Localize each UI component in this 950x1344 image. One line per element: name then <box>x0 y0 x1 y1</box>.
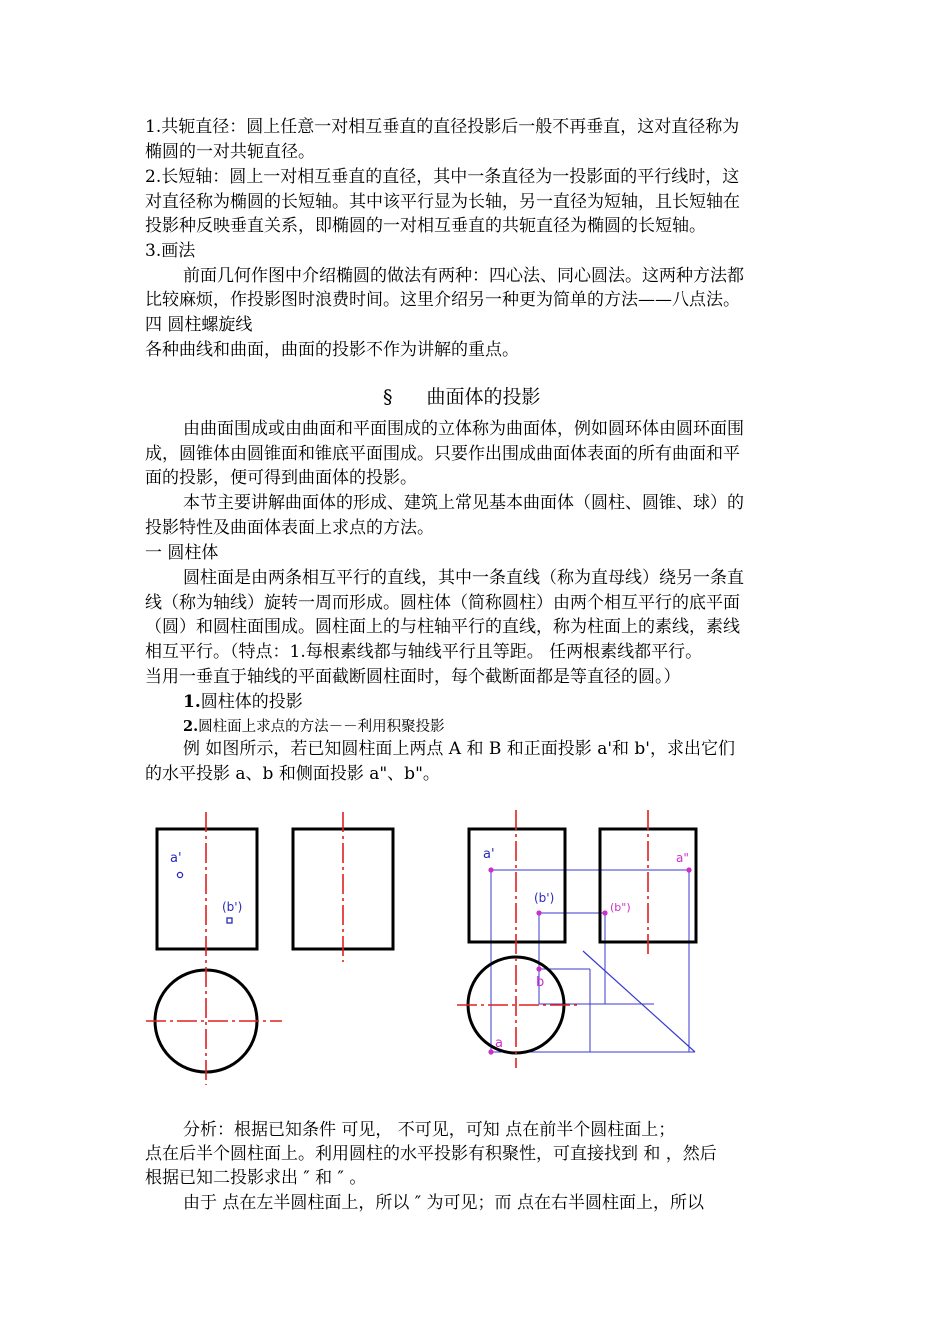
text-line: 3.画法 <box>145 241 196 261</box>
text-line: 2.长短轴：圆上一对相互垂直的直径，其中一条直径为一投影面的平行线时，这 <box>145 167 740 187</box>
text-line: 比较麻烦，作投影图时浪费时间。这里介绍另一种更为简单的方法——八点法。 <box>145 290 740 310</box>
subsection-text: 圆柱体的投影 <box>200 692 303 712</box>
text-line: 对直径称为椭圆的长短轴。其中该平行显为长轴，另一直径为短轴，且长短轴在 <box>145 192 740 212</box>
text-line: 成，圆锥体由圆锥面和锥底平面围成。只要作出围成曲面体表面的所有曲面和平 <box>145 444 740 464</box>
text-line: 线（称为轴线）旋转一周而形成。圆柱体（简称圆柱）由两个相互平行的底平面 <box>145 593 740 613</box>
left-drawing <box>146 812 393 1085</box>
text-line: 四 圆柱螺旋线 <box>145 315 253 335</box>
text-line: 的水平投影 a、b 和侧面投影 a"、b"。 <box>145 764 440 784</box>
label-a: a <box>495 1036 503 1051</box>
text-line: 本节主要讲解曲面体的形成、建筑上常见基本曲面体（圆柱、圆锥、球）的 <box>183 493 744 513</box>
text-line: 由曲面围成或由曲面和平面围成的立体称为曲面体，例如圆环体由圆环面围 <box>183 419 744 439</box>
text-line: 投影特性及曲面体表面上求点的方法。 <box>145 518 434 538</box>
text-line: 当用一垂直于轴线的平面截断圆柱面时，每个截断面都是等直径的圆。） <box>145 667 681 687</box>
text-line: 根据已知二投影求出 ″ 和 ″ 。 <box>145 1168 367 1188</box>
text-line: 投影种反映垂直关系，即椭圆的一对相互垂直的共轭直径为椭圆的长短轴。 <box>145 216 706 236</box>
subsection-number: 1. <box>183 692 201 712</box>
point-b-dprime <box>602 910 607 915</box>
text-line: 点在后半个圆柱面上。利用圆柱的水平投影有积聚性，可直接找到 和 ，然后 <box>145 1144 717 1164</box>
label-b-prime: (b') <box>222 900 243 914</box>
text-line: 相互平行。（特点：1.每根素线都与轴线平行且等距。 任两根素线都平行。 <box>145 642 703 662</box>
text-line: 圆柱面是由两条相互平行的直线，其中一条直线（称为直母线）绕另一条直 <box>183 568 744 588</box>
point-a-prime <box>488 867 493 872</box>
text-line: 各种曲线和曲面，曲面的投影不作为讲解的重点。 <box>145 340 519 360</box>
point-b <box>536 966 541 971</box>
label-b-dprime: (b") <box>610 901 631 914</box>
point-a-prime <box>177 872 182 877</box>
text-line: 1.共轭直径：圆上任意一对相互垂直的直径投影后一般不再垂直，这对直径称为 <box>145 117 740 137</box>
text-line: 由于 点在左半圆柱面上，所以 ″ 为可见；而 点在右半圆柱面上，所以 <box>183 1193 704 1213</box>
label-b-prime: (b') <box>534 891 555 905</box>
subsection-number: 2. <box>183 718 199 735</box>
text-line: 面的投影，便可得到曲面体的投影。 <box>145 468 417 488</box>
miter-line <box>583 951 695 1052</box>
text-line: （圆）和圆柱面围成。圆柱面上的与柱轴平行的直线，称为柱面上的素线，素线 <box>145 617 740 637</box>
right-drawing <box>457 810 696 1068</box>
section-symbol: § <box>383 386 393 408</box>
label-a-prime: a' <box>483 847 495 862</box>
text-line: 前面几何作图中介绍椭圆的做法有两种：四心法、同心圆法。这两种方法都 <box>183 266 744 286</box>
text-line: 分析：根据已知条件 可见， 不可见，可知 点在前半个圆柱面上； <box>183 1120 676 1140</box>
front-view-rect <box>157 829 257 949</box>
section-title-text: 曲面体的投影 <box>426 386 541 408</box>
point-a <box>488 1049 493 1054</box>
point-a-dprime <box>686 867 691 872</box>
label-a-prime: a' <box>170 851 182 866</box>
text-line: 例 如图所示，若已知圆柱面上两点 A 和 B 和正面投影 a'和 b'，求出它们 <box>183 739 735 759</box>
text-line: 椭圆的一对共轭直径。 <box>145 142 315 162</box>
subheading: 一 圆柱体 <box>145 543 219 563</box>
point-b-prime <box>227 918 232 923</box>
subsection-text: 圆柱面上求点的方法－－利用积聚投影 <box>198 719 445 735</box>
point-b-prime <box>536 910 541 915</box>
front-view-rect <box>469 829 565 942</box>
label-a-dprime: a" <box>676 851 689 865</box>
label-b: b <box>536 975 545 990</box>
